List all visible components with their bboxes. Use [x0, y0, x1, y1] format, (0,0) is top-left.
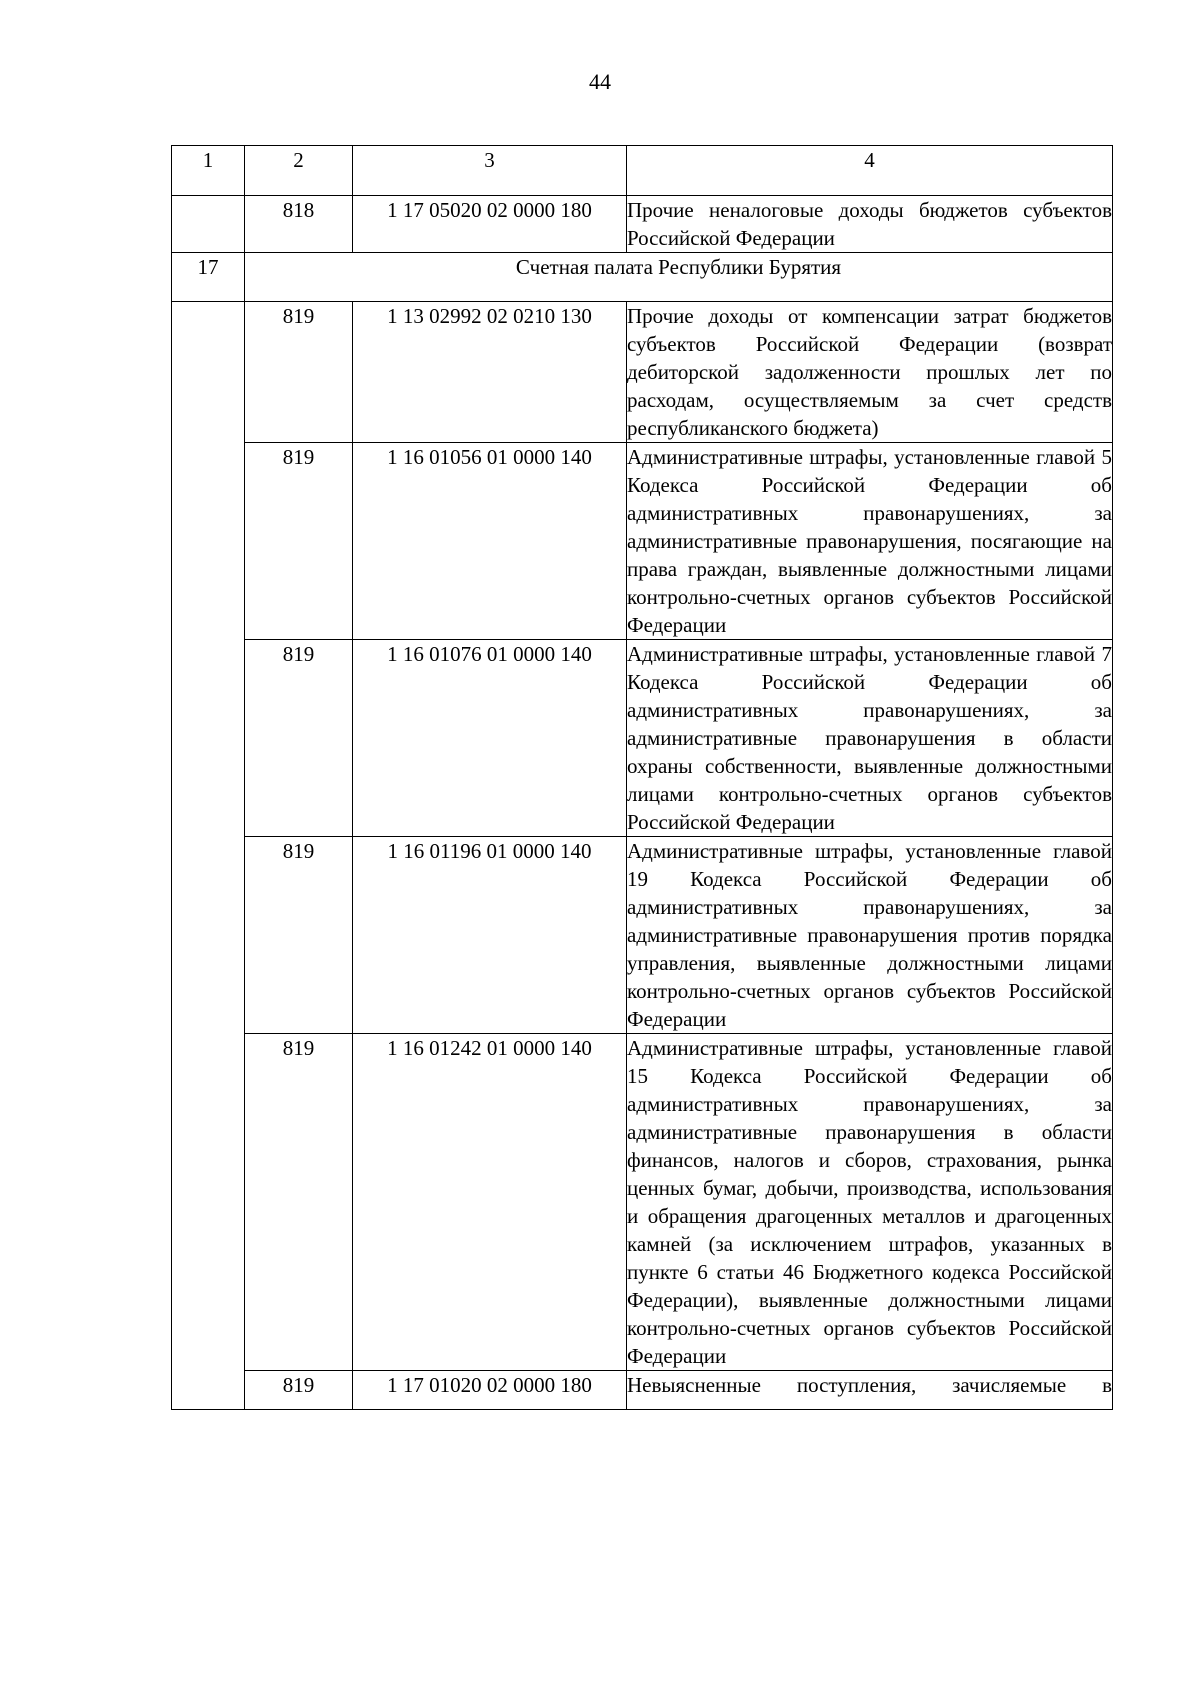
- description-cell: Административные штрафы, установленные главой 7 Кодекса Российской Федерации об административных правонарушениях, за административные правонарушения в области охраны собственности, выявленные должностными лицами контрольно-счетных органов субъектов Российской Федерации: [627, 640, 1113, 837]
- description-cell: Административные штрафы, установленные главой 15 Кодекса Российской Федерации об административных правонарушениях, за административные правонарушения в области финансов, налогов и сборов, страхования, рынка ценных бумаг, добычи, производства, использования и обращения драгоценных металлов и драгоценных камней (за исключением штрафов, указанных в пункте 6 статьи 46 Бюджетного кодекса Российской Федерации), выявленные должностными лицами контрольно-счетных органов субъектов Российской Федерации: [627, 1034, 1113, 1371]
- description-cell: Прочие неналоговые доходы бюджетов субъектов Российской Федерации: [627, 196, 1113, 253]
- section-title: Счетная палата Республики Бурятия: [245, 253, 1113, 302]
- admin-code-cell: 819: [245, 1371, 353, 1410]
- description-text: Невыясненные поступления, зачисляемые в: [627, 1373, 1112, 1397]
- table-row: [172, 837, 1113, 1034]
- column-header: 1: [172, 146, 245, 196]
- table-row: [172, 1371, 1113, 1410]
- description-cell: Административные штрафы, установленные главой 19 Кодекса Российской Федерации об административных правонарушениях, за административные правонарушения против порядка управления, выявленные должностными лицами контрольно-счетных органов субъектов Российской Федерации: [627, 837, 1113, 1034]
- admin-code-cell: 818: [245, 196, 353, 253]
- table-row: [172, 1034, 1113, 1371]
- admin-code-cell: 819: [245, 302, 353, 443]
- budget-code-cell: 1 17 01020 02 0000 180: [353, 1371, 627, 1410]
- budget-code-cell: 1 16 01076 01 0000 140: [353, 640, 627, 837]
- section-row: [172, 253, 1113, 302]
- revenue-codes-table: [171, 145, 1113, 1410]
- budget-code-cell: 1 16 01242 01 0000 140: [353, 1034, 627, 1371]
- table-header-row: [172, 146, 1113, 196]
- table-row: [172, 196, 1113, 253]
- section-number: 17: [172, 253, 245, 302]
- admin-code-cell: 819: [245, 1034, 353, 1371]
- table-row: [172, 443, 1113, 640]
- admin-code-cell: 819: [245, 837, 353, 1034]
- budget-code-cell: 1 16 01056 01 0000 140: [353, 443, 627, 640]
- description-cell: Административные штрафы, установленные главой 5 Кодекса Российской Федерации об административных правонарушениях, за административные правонарушения, посягающие на права граждан, выявленные должностными лицами контрольно-счетных органов субъектов Российской Федерации: [627, 443, 1113, 640]
- admin-code-cell: 819: [245, 443, 353, 640]
- row-number-cell: [172, 196, 245, 253]
- admin-code-cell: 819: [245, 640, 353, 837]
- page-number: 44: [589, 69, 611, 94]
- description-cell: Прочие доходы от компенсации затрат бюджетов субъектов Российской Федерации (возврат дебиторской задолженности прошлых лет по расходам, осуществляемым за счет средств республиканского бюджета): [627, 302, 1113, 443]
- budget-code-cell: 1 17 05020 02 0000 180: [353, 196, 627, 253]
- column-header: 2: [245, 146, 353, 196]
- description-cell: [627, 1371, 1113, 1410]
- table-row: [172, 302, 1113, 443]
- budget-code-cell: 1 16 01196 01 0000 140: [353, 837, 627, 1034]
- column-header: 4: [627, 146, 1113, 196]
- table-row: [172, 640, 1113, 837]
- row-number-cell: [172, 302, 245, 1410]
- column-header: 3: [353, 146, 627, 196]
- budget-code-cell: 1 13 02992 02 0210 130: [353, 302, 627, 443]
